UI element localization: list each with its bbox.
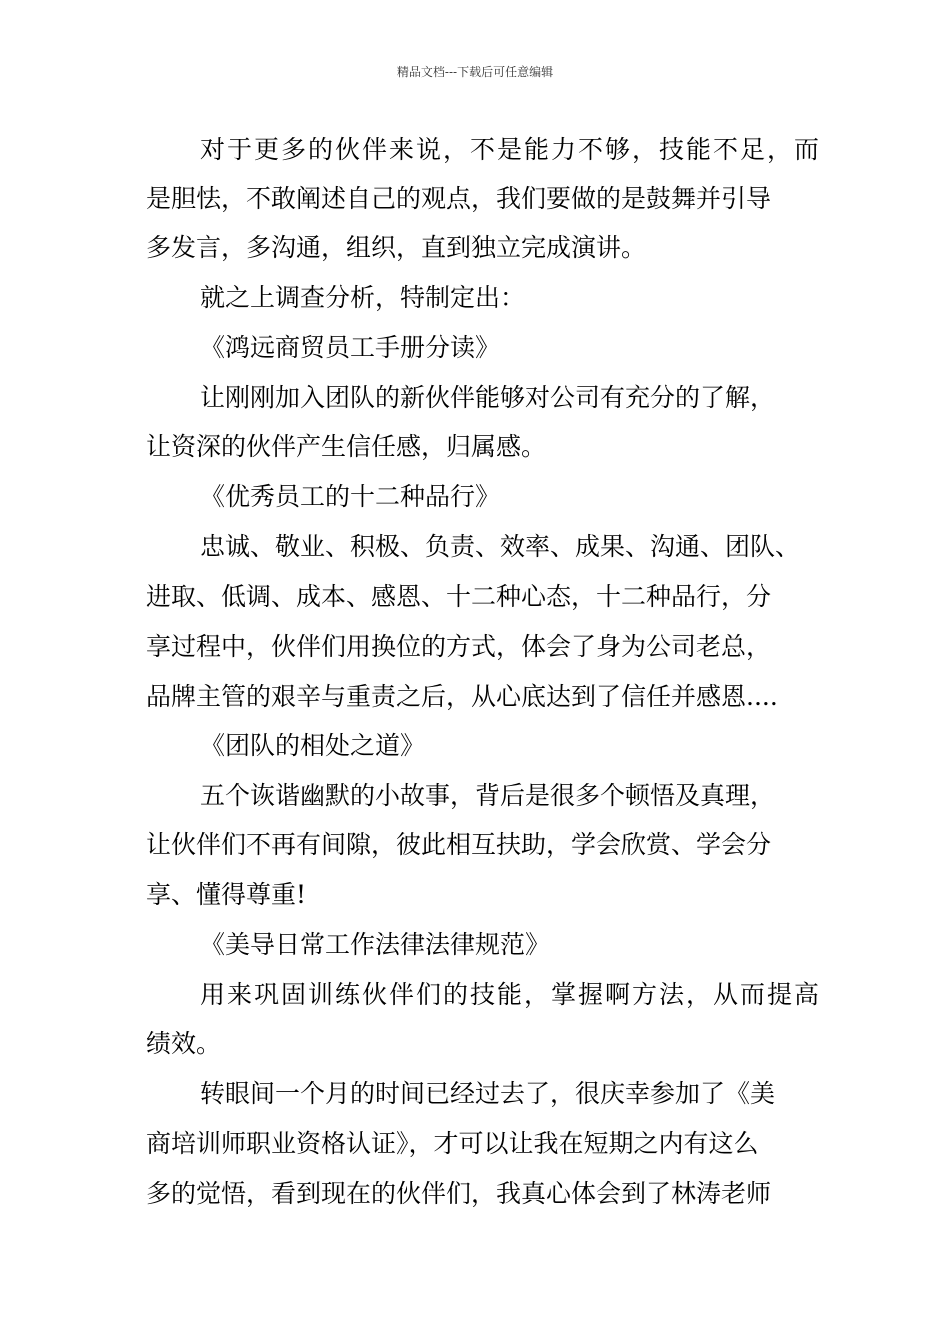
body-line: 绩效。 — [146, 1029, 222, 1058]
body-line: 多的觉悟，看到现在的伙伴们，我真心体会到了林涛老师 — [146, 1179, 772, 1208]
body-line: 进取、低调、成本、感恩、十二种心态，十二种品行，分 — [146, 582, 772, 611]
body-line: 让伙伴们不再有间隙，彼此相互扶助，学会欣赏、学会分 — [146, 830, 772, 859]
body-line: 五个诙谐幽默的小故事，背后是很多个顿悟及真理， — [200, 781, 776, 810]
body-line: 商培训师职业资格认证》，才可以让我在短期之内有这么 — [146, 1129, 759, 1158]
section-heading: 《优秀员工的十二种品行》 — [200, 482, 501, 511]
section-heading: 《团队的相处之道》 — [200, 731, 426, 760]
body-line: 让刚刚加入团队的新伙伴能够对公司有充分的了解， — [200, 383, 776, 412]
body-line: 享、懂得尊重! — [146, 880, 307, 909]
body-line: 多发言，多沟通，组织，直到独立完成演讲。 — [146, 233, 647, 262]
page-header: 精品文档---下载后可任意编辑 — [396, 65, 554, 79]
body-line: 用来巩固训练伙伴们的技能，掌握啊方法，从而提高 — [200, 980, 822, 1009]
body-line: 享过程中，伙伴们用换位的方式，体会了身为公司老总， — [146, 632, 772, 661]
body-line: 对于更多的伙伴来说，不是能力不够，技能不足，而 — [200, 135, 822, 164]
body-line: 忠诚、敬业、积极、负责、效率、成果、沟通、团队、 — [200, 532, 801, 561]
body-line: 转眼间一个月的时间已经过去了，很庆幸参加了《美 — [200, 1079, 776, 1108]
body-line: 就之上调查分析，特制定出： — [200, 283, 526, 312]
body-line: 是胆怯，不敢阐述自己的观点，我们要做的是鼓舞并引导 — [146, 184, 772, 213]
body-line: 让资深的伙伴产生信任感，归属感。 — [146, 432, 547, 461]
section-heading: 《鸿远商贸员工手册分读》 — [200, 333, 501, 362]
section-heading: 《美导日常工作法律法律规范》 — [200, 930, 551, 959]
body-line: 品牌主管的艰辛与重责之后，从心底达到了信任并感恩.... — [146, 682, 778, 711]
